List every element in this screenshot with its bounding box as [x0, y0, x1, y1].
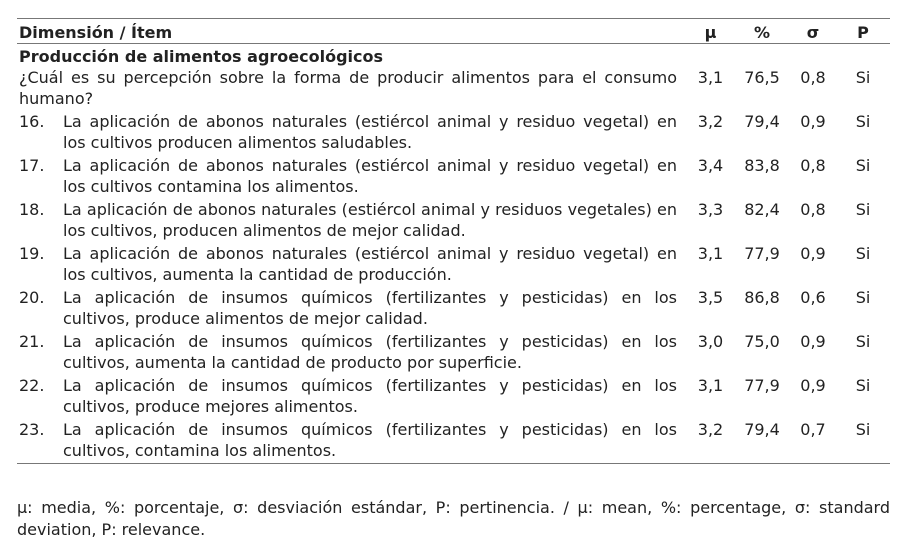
section-title: Producción de alimentos agroecológicos	[19, 47, 384, 66]
table-header-row	[17, 19, 890, 44]
relevance-value: Si	[855, 244, 871, 263]
header-relevance: P	[857, 23, 869, 42]
std-dev-value: 0,8	[800, 156, 826, 175]
item-text: La aplicación de abonos naturales (estiércol animal y residuo vegetal) en los cultivos producen alimentos saludables.	[63, 112, 677, 152]
item-number: 20.	[19, 288, 45, 307]
table-row	[17, 199, 890, 243]
item-number: 16.	[19, 112, 45, 131]
relevance-value: Si	[855, 420, 871, 439]
item-number: 21.	[19, 332, 45, 351]
std-dev-value: 0,9	[800, 376, 826, 395]
item-cell	[17, 155, 687, 199]
relevance-value: Si	[855, 156, 871, 175]
percentage-value: 86,8	[744, 288, 780, 307]
percentage-value: 77,9	[744, 376, 780, 395]
std-dev-value: 0,8	[800, 200, 826, 219]
item-cell	[17, 111, 687, 155]
percentage-value: 79,4	[744, 420, 780, 439]
std-dev-value: 0,6	[800, 288, 826, 307]
item-number: 23.	[19, 420, 45, 439]
table-row	[17, 67, 890, 111]
table-row	[17, 375, 890, 419]
item-text: La aplicación de abonos naturales (estiércol animal y residuo vegetal) en los cultivos contamina los alimentos.	[63, 156, 677, 196]
mean-value: 3,1	[697, 376, 724, 395]
item-cell	[17, 243, 687, 287]
relevance-value: Si	[855, 288, 871, 307]
item-number: 22.	[19, 376, 45, 395]
std-dev-value: 0,7	[800, 420, 826, 439]
relevance-value: Si	[855, 68, 871, 87]
table-row	[17, 419, 890, 464]
item-cell	[17, 375, 687, 419]
section-row	[17, 44, 890, 68]
std-dev-value: 0,9	[800, 244, 826, 263]
table-footnote: μ: media, %: porcentaje, σ: desviación estándar, P: pertinencia. / μ: mean, %: percentage, σ: standard deviation, P: relevance.	[17, 498, 890, 539]
item-text: La aplicación de insumos químicos (fertilizantes y pesticidas) en los cultivos, produce alimentos de mejor calidad.	[63, 288, 677, 328]
relevance-value: Si	[855, 200, 871, 219]
percentage-value: 76,5	[744, 68, 780, 87]
table-row	[17, 331, 890, 375]
std-dev-value: 0,8	[800, 68, 826, 87]
mean-value: 3,2	[697, 112, 724, 131]
survey-items-table	[17, 18, 890, 464]
mean-value: 3,2	[697, 420, 724, 439]
item-cell	[17, 331, 687, 375]
item-number: 19.	[19, 244, 45, 263]
item-number: 17.	[19, 156, 45, 175]
item-cell	[17, 419, 687, 464]
item-text: La aplicación de abonos naturales (estiércol animal y residuo vegetal) en los cultivos, aumenta la cantidad de producción.	[63, 244, 677, 284]
item-text: ¿Cuál es su percepción sobre la forma de producir alimentos para el consumo humano?	[19, 68, 677, 108]
mean-value: 3,4	[697, 156, 724, 175]
mean-value: 3,0	[697, 332, 724, 351]
percentage-value: 77,9	[744, 244, 780, 263]
item-text: La aplicación de insumos químicos (fertilizantes y pesticidas) en los cultivos, contamina los alimentos.	[63, 420, 677, 460]
relevance-value: Si	[855, 332, 871, 351]
percentage-value: 82,4	[744, 200, 780, 219]
std-dev-value: 0,9	[800, 112, 826, 131]
item-text: La aplicación de insumos químicos (fertilizantes y pesticidas) en los cultivos, produce mejores alimentos.	[63, 376, 677, 416]
percentage-value: 79,4	[744, 112, 780, 131]
item-cell	[17, 199, 687, 243]
table-row	[17, 111, 890, 155]
mean-value: 3,1	[697, 244, 724, 263]
percentage-value: 83,8	[744, 156, 780, 175]
item-text: La aplicación de insumos químicos (fertilizantes y pesticidas) en los cultivos, aumenta la cantidad de producto por superficie.	[63, 332, 677, 372]
item-number: 18.	[19, 200, 45, 219]
table-row	[17, 155, 890, 199]
relevance-value: Si	[855, 376, 871, 395]
header-mean: μ	[704, 23, 717, 42]
header-std-dev: σ	[806, 23, 820, 42]
header-item: Dimensión / Ítem	[19, 23, 173, 42]
mean-value: 3,5	[697, 288, 724, 307]
percentage-value: 75,0	[744, 332, 780, 351]
item-cell	[17, 287, 687, 331]
item-cell	[17, 67, 687, 111]
item-text: La aplicación de abonos naturales (estiércol animal y residuos vegetales) en los cultivos, producen alimentos de mejor calidad.	[63, 200, 677, 240]
mean-value: 3,3	[697, 200, 724, 219]
mean-value: 3,1	[697, 68, 724, 87]
std-dev-value: 0,9	[800, 332, 826, 351]
table-row	[17, 287, 890, 331]
header-percentage: %	[753, 23, 771, 42]
relevance-value: Si	[855, 112, 871, 131]
table-row	[17, 243, 890, 287]
